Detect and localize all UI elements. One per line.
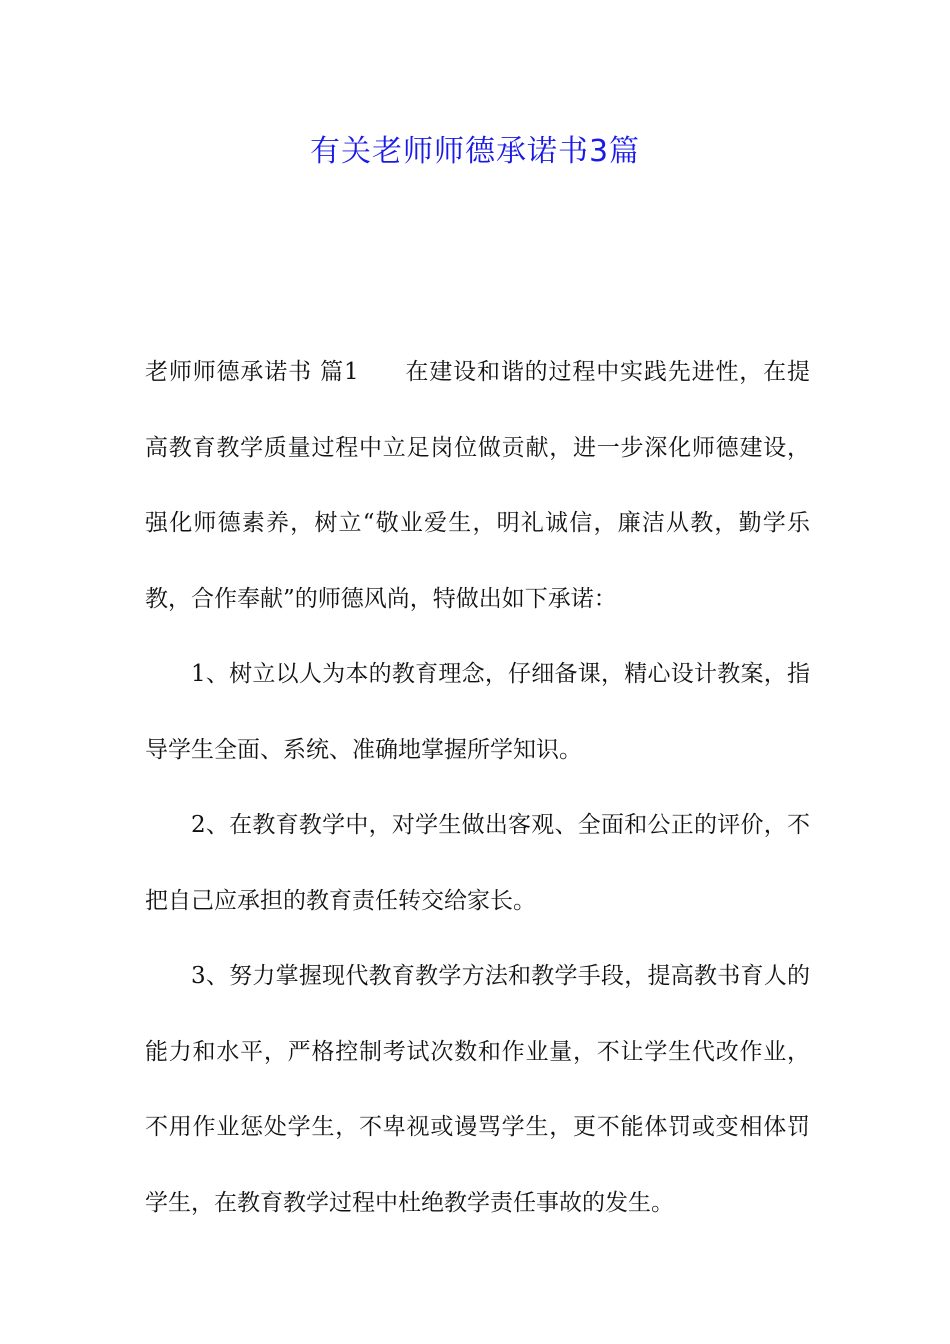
intro-label: 老师师德承诺书 篇1 (145, 359, 359, 385)
commitment-item-1: 1、树立以人为本的教育理念，仔细备课，精心设计教案，指导学生全面、系统、准确地掌握所学知识。 (145, 661, 810, 763)
commitment-item-2: 2、在教育教学中，对学生做出客观、全面和公正的评价，不把自己应承担的教育责任转交给家长。 (145, 812, 810, 914)
intro-text: 在建设和谐的过程中实践先进性，在提高教育教学质量过程中立足岗位做贡献，进一步深化师德建设，强化师德素养，树立“敬业爱生，明礼诚信，廉洁从教，勤学乐教，合作奉献”的师德风尚，特做出如下承诺： (145, 359, 810, 612)
document-body (145, 335, 810, 1241)
document-title: 有关老师师德承诺书3篇 (309, 134, 641, 169)
intro-paragraph (145, 335, 810, 637)
commitment-item-3: 3、努力掌握现代教育教学方法和教学手段，提高教书育人的能力和水平，严格控制考试次数和作业量，不让学生代改作业，不用作业惩处学生，不卑视或谩骂学生，更不能体罚或变相体罚学生，在教育教学过程中杜绝教学责任事故的发生。 (145, 963, 810, 1216)
